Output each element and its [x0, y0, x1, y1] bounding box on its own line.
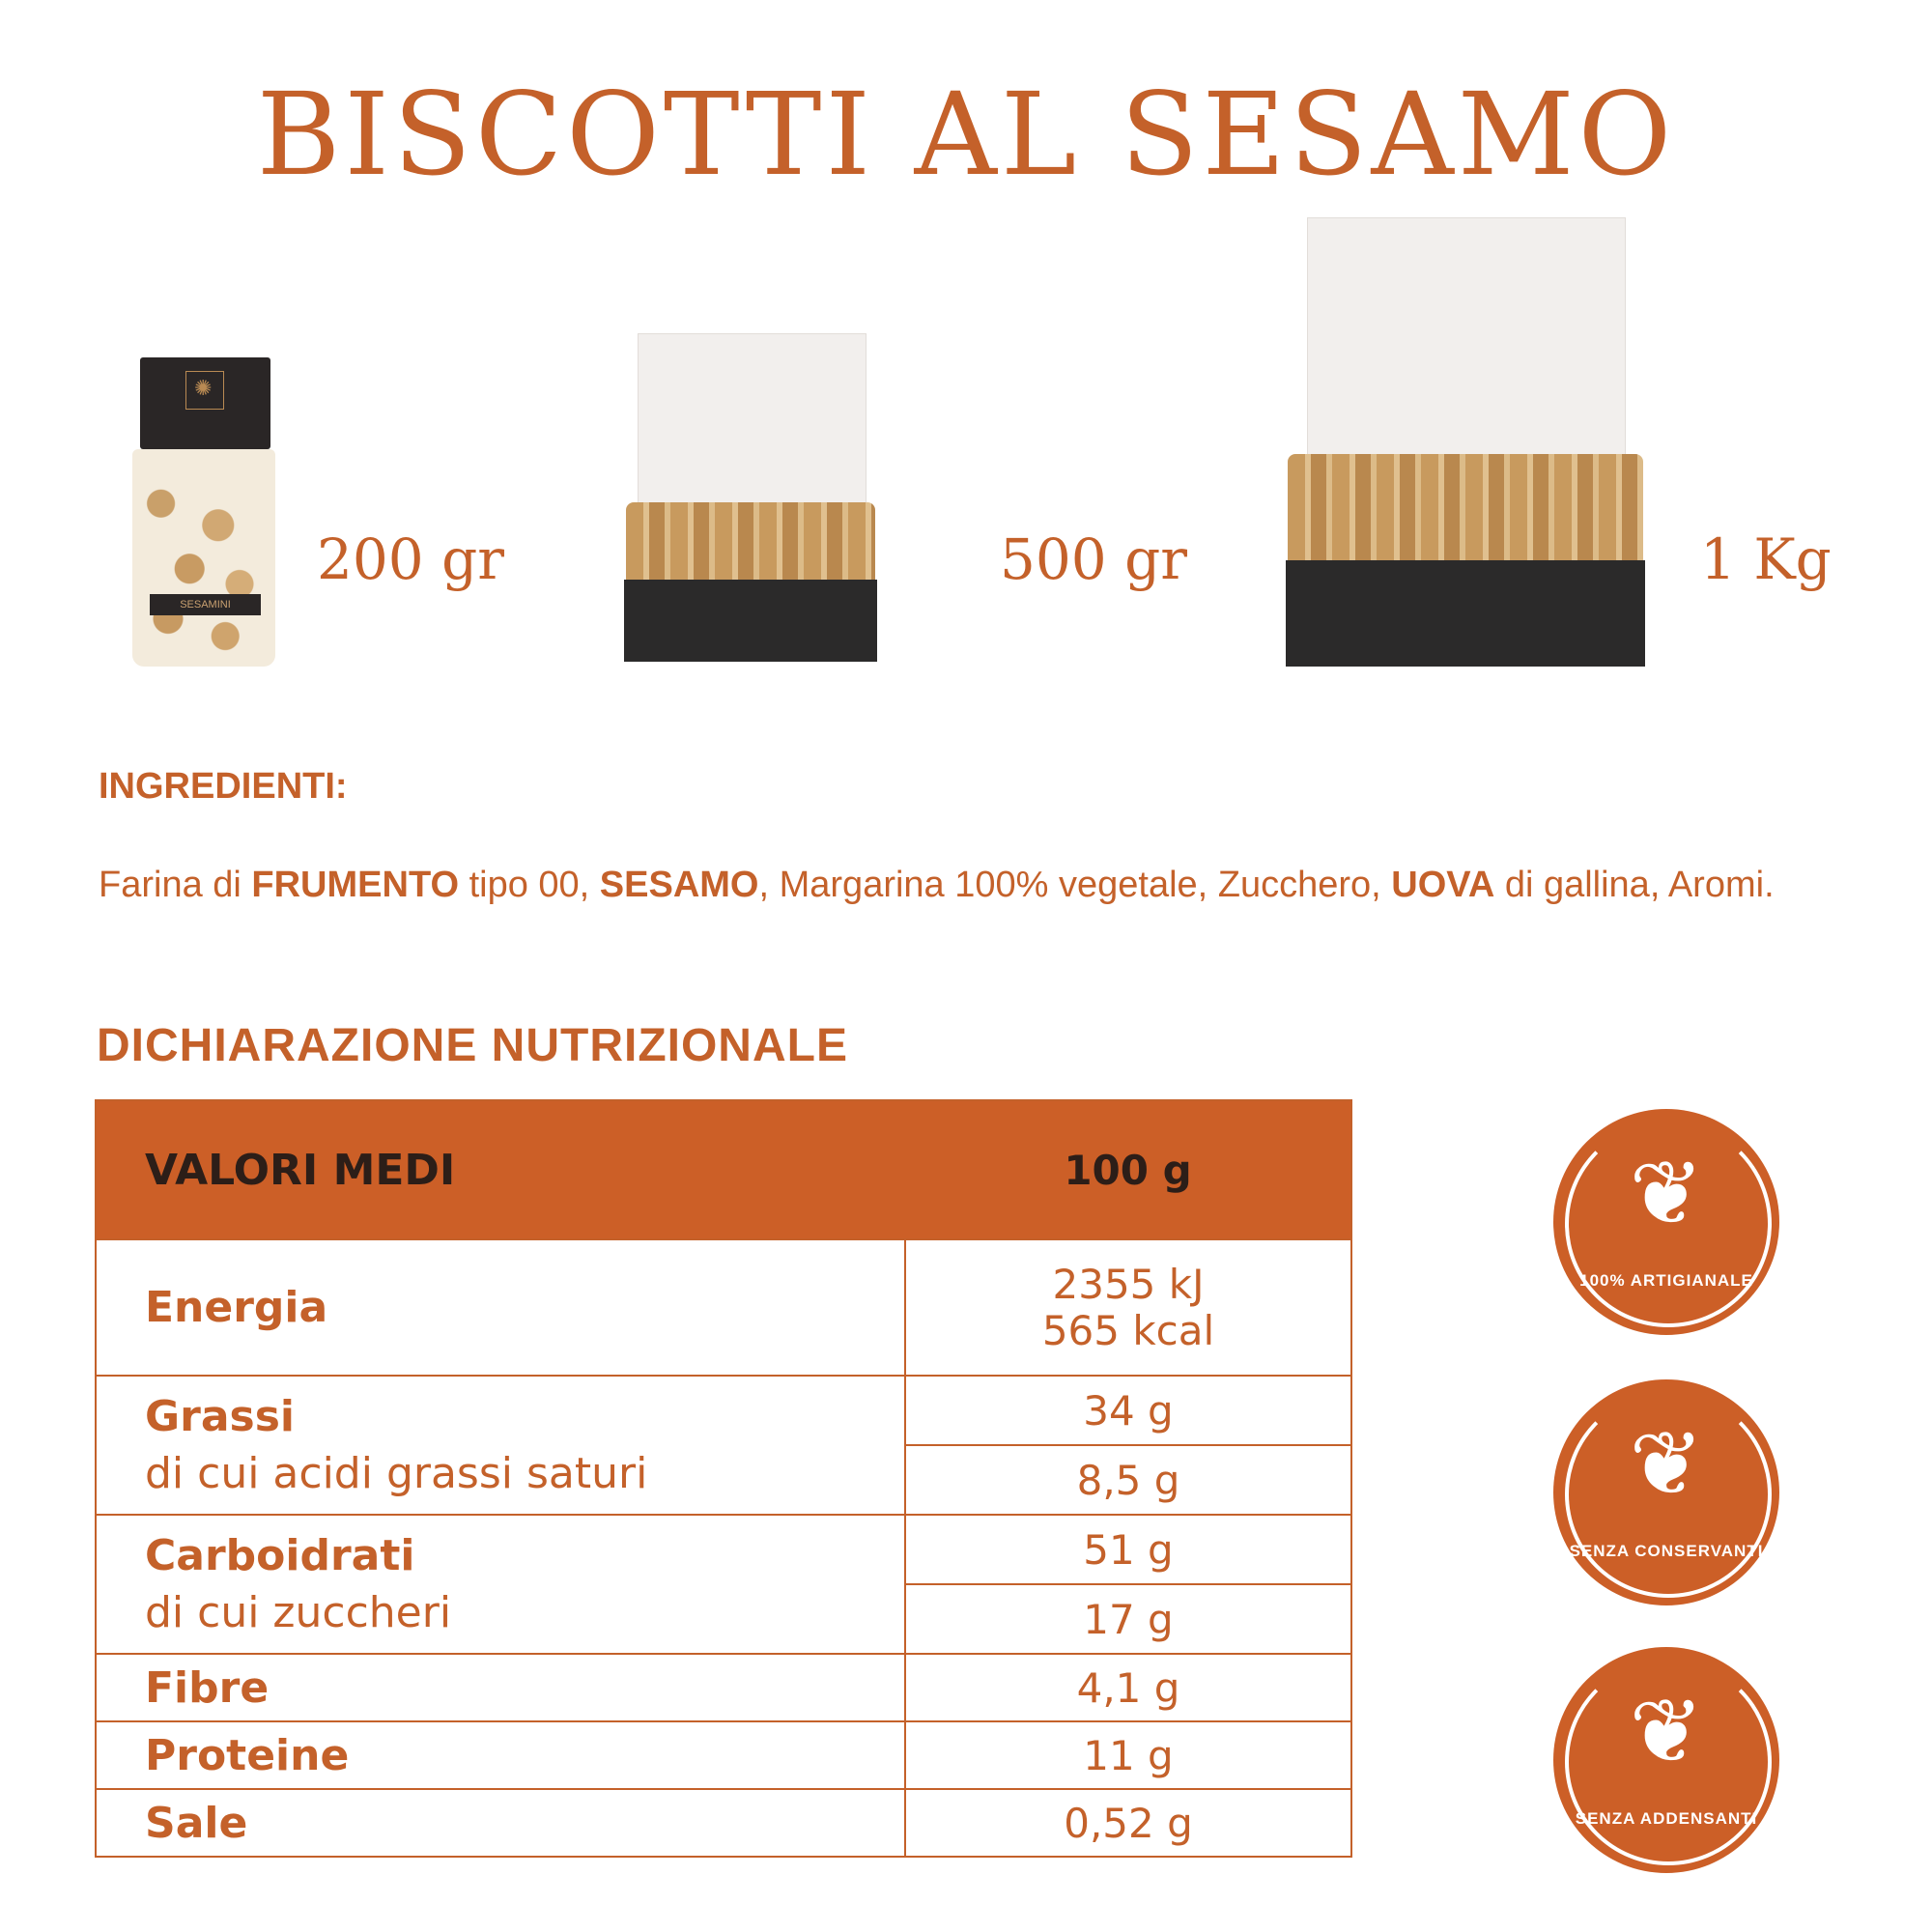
energia-value	[905, 1239, 1351, 1376]
page-title: BISCOTTI AL SESAMO	[256, 68, 1676, 201]
table-row	[96, 1654, 1351, 1721]
carboidrati-value: 51 g	[905, 1515, 1351, 1584]
product-image-500g-box	[618, 333, 884, 662]
header-value: 100 g	[905, 1100, 1351, 1239]
leaf-icon: ❦	[1629, 1683, 1704, 1781]
proteine-value: 11 g	[905, 1721, 1351, 1789]
ingredients-text	[99, 860, 1837, 910]
energia-label: Energia	[96, 1239, 905, 1376]
ingredient-allergen: UOVA	[1391, 865, 1495, 905]
ingredient-part: Farina di	[99, 865, 252, 905]
product-image-1kg-box	[1280, 217, 1652, 667]
size-label-500g: 500 gr	[1000, 526, 1187, 592]
brand-logo-icon	[185, 371, 224, 410]
grassi-saturi-value: 8,5 g	[905, 1445, 1351, 1515]
energia-kj: 2355 kJ	[1052, 1260, 1205, 1308]
table-row	[96, 1515, 1351, 1584]
nutrition-table	[95, 1099, 1352, 1858]
badge-text: 100% ARTIGIANALE	[1579, 1271, 1753, 1290]
ingredient-part: di gallina, Aromi.	[1494, 865, 1775, 905]
table-row	[96, 1239, 1351, 1376]
zuccheri-value: 17 g	[905, 1584, 1351, 1654]
sale-value: 0,52 g	[905, 1789, 1351, 1857]
badge-text: SENZA ADDENSANTI	[1575, 1809, 1758, 1828]
grassi-sub-label: di cui acidi grassi saturi	[145, 1449, 648, 1498]
leaf-icon: ❦	[1629, 1145, 1704, 1243]
badge-text: SENZA CONSERVANTI	[1569, 1542, 1764, 1560]
ingredient-allergen: FRUMENTO	[251, 865, 460, 905]
ingredients-heading: INGREDIENTI:	[99, 766, 348, 807]
energia-kcal: 565 kcal	[1041, 1306, 1215, 1354]
table-row	[96, 1789, 1351, 1857]
fibre-label: Fibre	[96, 1654, 905, 1721]
sale-label: Sale	[96, 1789, 905, 1857]
leaf-icon: ❦	[1629, 1415, 1704, 1514]
size-label-1kg: 1 Kg	[1700, 526, 1832, 592]
fibre-value: 4,1 g	[905, 1654, 1351, 1721]
badge-artigianale	[1553, 1109, 1779, 1335]
size-label-200g: 200 gr	[317, 526, 504, 592]
proteine-label: Proteine	[96, 1721, 905, 1789]
header-label: VALORI MEDI	[96, 1100, 905, 1239]
table-row	[96, 1721, 1351, 1789]
carboidrati-label: Carboidrati di cui zuccheri	[96, 1515, 905, 1654]
grassi-label: Grassi di cui acidi grassi saturi	[96, 1376, 905, 1515]
nutrition-heading: DICHIARAZIONE NUTRIZIONALE	[97, 1020, 848, 1071]
badge-senza-conservanti	[1553, 1379, 1779, 1605]
bag-label: SESAMINI	[180, 599, 231, 611]
ingredient-part: , Margarina 100% vegetale, Zucchero,	[758, 865, 1392, 905]
carboidrati-sub-label: di cui zuccheri	[145, 1588, 452, 1637]
product-image-200g-bag	[130, 357, 275, 667]
ingredient-part: tipo 00,	[459, 865, 600, 905]
grassi-value: 34 g	[905, 1376, 1351, 1445]
table-header-row	[96, 1100, 1351, 1239]
ingredient-allergen: SESAMO	[599, 865, 759, 905]
badge-senza-addensanti	[1553, 1647, 1779, 1873]
table-row	[96, 1376, 1351, 1445]
